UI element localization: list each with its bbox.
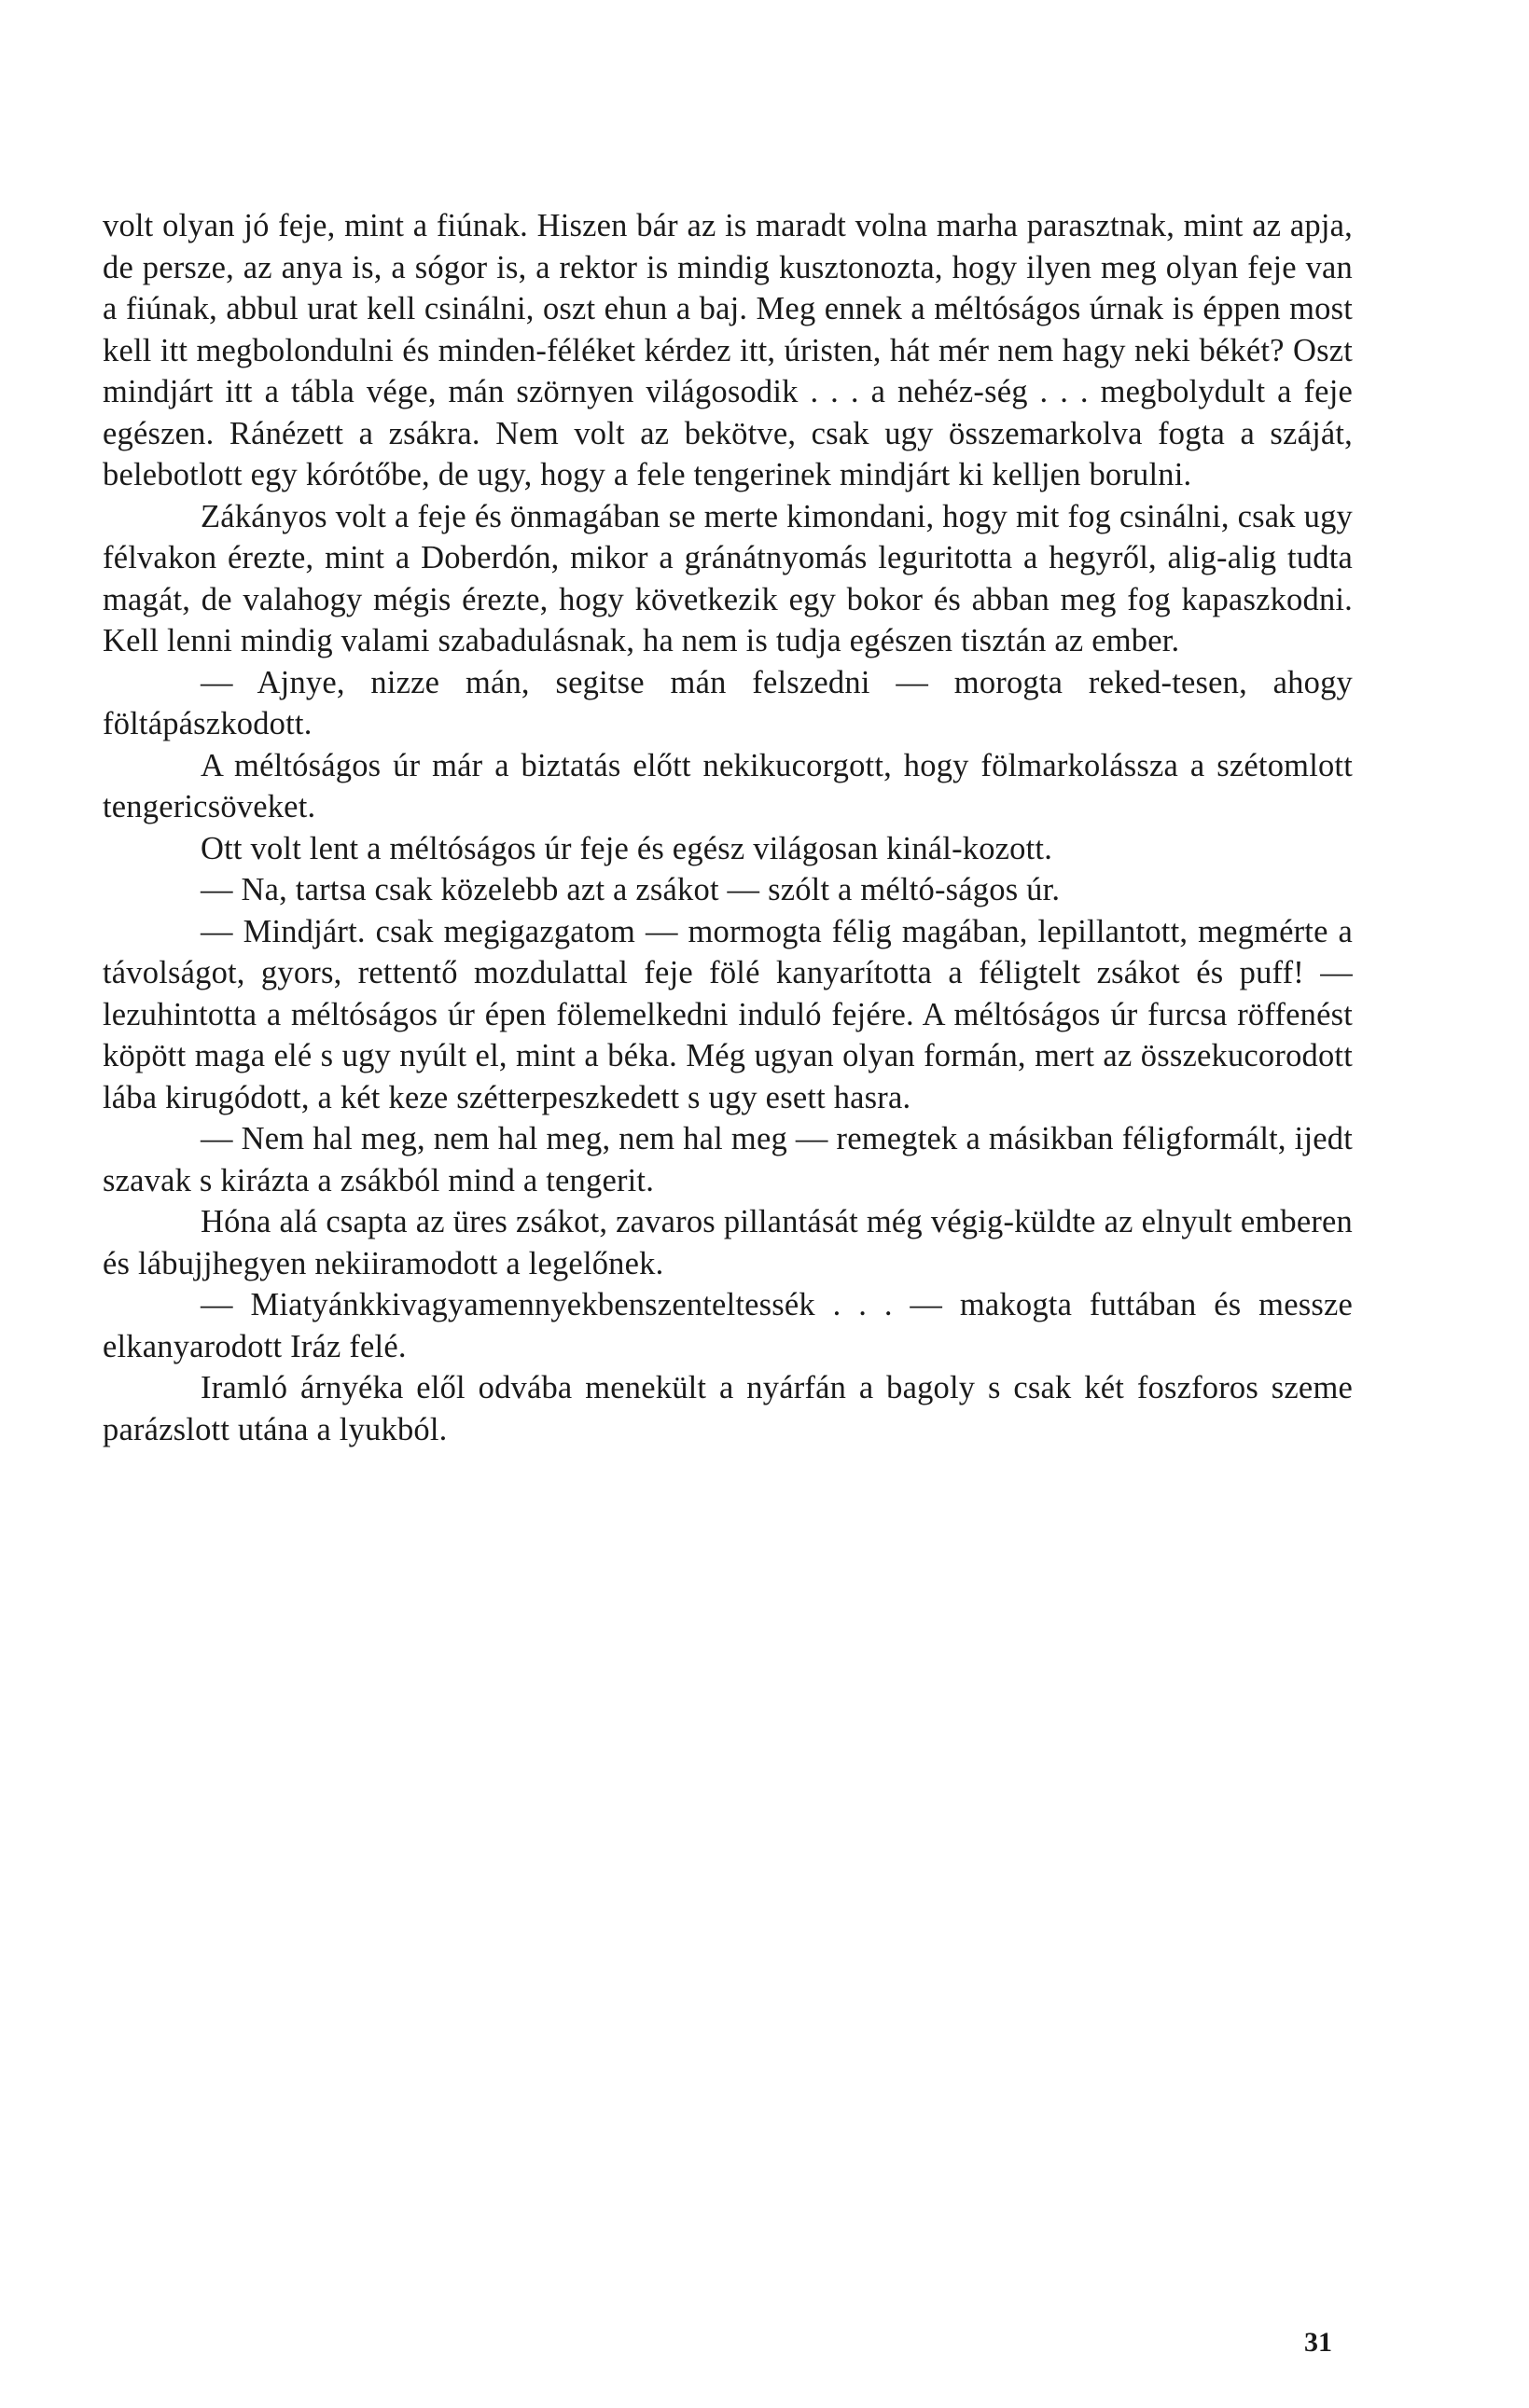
page-number: 31 xyxy=(1304,2327,1332,2358)
paragraph-5: Ott volt lent a méltóságos úr feje és egész világosan kinál-kozott. xyxy=(201,830,1053,866)
paragraph-10: — Miatyánkkivagyamennyekbenszenteltessék . . . — makogta futtában és messze elkanyarodott Iráz felé. xyxy=(103,1287,1353,1364)
paragraph-8: — Nem hal meg, nem hal meg, nem hal meg — remegtek a másikban féligformált, ijedt szavak s kirázta a zsákból mind a tengerit. xyxy=(103,1121,1353,1198)
paragraph-9: Hóna alá csapta az üres zsákot, zavaros pillantását még végig-küldte az elnyult emberen és lábujjhegyen nekiiramodott a legelőnek. xyxy=(103,1204,1353,1281)
paragraph-7: — Mindjárt. csak megigazgatom — mormogta félig magában, lepillantott, megmérte a távolságot, gyors, rettentő mozdulattal feje fölé kanyarította a féligtelt zsákot és puff! — lezuhintotta a méltóságos úr épen fölemelkedni induló fejére. A méltóságos úr furcsa röffenést köpött maga elé s ugy nyúlt el, mint a béka. Még ugyan olyan formán, mert az összekucorodott lába kirugódott, a két keze szétterpeszkedett s ugy esett hasra. xyxy=(103,913,1353,1115)
paragraph-3: — Ajnye, nizze mán, segitse mán felszedni — morogta reked-tesen, ahogy föltápászkodott. xyxy=(103,664,1353,741)
paragraph-4: A méltóságos úr már a biztatás előtt nekikucorgott, hogy fölmarkolássza a szétomlott tengericsöveket. xyxy=(103,747,1353,824)
paragraph-1: volt olyan jó feje, mint a fiúnak. Hiszen bár az is maradt volna marha parasztnak, mint az apja, de persze, az anya is, a sógor is, a rektor is mindig kusztonozta, hogy ilyen meg olyan feje van a fiúnak, abbul urat kell csinálni, oszt ehun a baj. Meg ennek a méltóságos úrnak is éppen most kell itt megbolondulni és minden-féléket kérdez itt, úristen, hát mér nem hagy neki békét? Oszt mindjárt itt a tábla vége, mán szörnyen világosodik . . . a nehéz-ség . . . megbolydult a feje egészen. Ránézett a zsákra. Nem volt az bekötve, csak ugy összemarkolva fogta a száját, belebotlott egy kórótőbe, de ugy, hogy a fele tengerinek mindjárt ki kelljen borulni. xyxy=(103,208,1353,492)
paragraph-6: — Na, tartsa csak közelebb azt a zsákot — szólt a méltó-ságos úr. xyxy=(201,872,1061,907)
body-text xyxy=(103,205,1353,1450)
paragraph-2: Zákányos volt a feje és önmagában se merte kimondani, hogy mit fog csinálni, csak ugy félvakon érezte, mint a Doberdón, mikor a gránátnyomás leguritotta a hegyről, alig-alig tudta magát, de valahogy mégis érezte, hogy következik egy bokor és abban meg fog kapaszkodni. Kell lenni mindig valami szabadulásnak, ha nem is tudja egészen tisztán az ember. xyxy=(103,498,1353,658)
paragraph-11: Iramló árnyéka elől odvába menekült a nyárfán a bagoly s csak két foszforos szeme parázslott utána a lyukból. xyxy=(103,1370,1353,1447)
